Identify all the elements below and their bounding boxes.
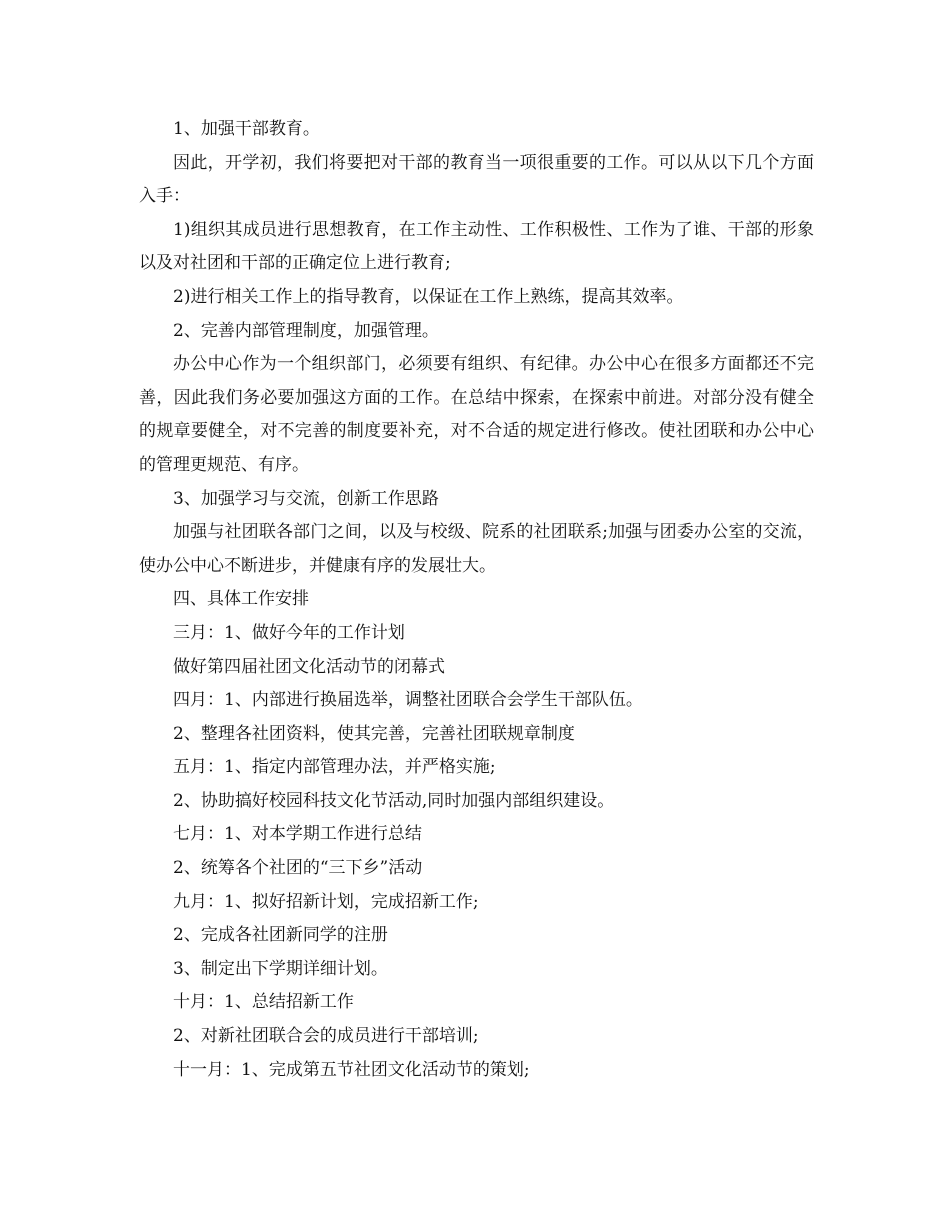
- paragraph-office-center: 办公中心作为一个组织部门，必须要有组织、有纪律。办公中心在很多方面都还不完善，因此我们务必要加强这方面的工作。在总结中探索，在探索中前进。对部分没有健全的规章要健全，对不完善的制度要补充，对不合适的规定进行修改。使社团联和办公中心的管理更规范、有序。: [139, 354, 814, 475]
- heading-work-schedule: 四、具体工作安排: [173, 589, 309, 610]
- schedule-may-2: 2、协助搞好校园科技文化节活动,同时加强内部组织建设。: [173, 790, 615, 811]
- schedule-july-1: 七月：1、对本学期工作进行总结: [173, 824, 422, 845]
- heading-strengthen-cadre-education: 1、加强干部教育。: [173, 119, 320, 139]
- schedule-may-1: 五月：1、指定内部管理办法，并严格实施;: [173, 757, 496, 778]
- paragraph-start-of-term: 因此，开学初，我们将要把对干部的教育当一项很重要的工作。可以从以下几个方面入手：: [139, 152, 814, 207]
- schedule-november-1: 十一月：1、完成第五节社团文化活动节的策划;: [173, 1059, 530, 1080]
- schedule-march-1: 三月：1、做好今年的工作计划: [173, 622, 405, 643]
- schedule-september-2: 2、完成各社团新同学的注册: [173, 925, 388, 946]
- paragraph-department-communication: 加强与社团联各部门之间，以及与校级、院系的社团联系;加强与团委办公室的交流，使办公中心不断进步，并健康有序的发展壮大。: [139, 522, 814, 576]
- schedule-july-2: 2、统筹各个社团的“三下乡”活动: [173, 858, 423, 879]
- schedule-april-1: 四月：1、内部进行换届选举，调整社团联合会学生干部队伍。: [173, 690, 643, 711]
- heading-internal-management: 2、完善内部管理制度，加强管理。: [173, 320, 439, 341]
- schedule-march-2: 做好第四届社团文化活动节的闭幕式: [173, 656, 445, 677]
- document-body: [139, 113, 814, 1087]
- heading-learning-exchange: 3、加强学习与交流，创新工作思路: [173, 488, 439, 509]
- schedule-october-1: 十月：1、总结招新工作: [173, 992, 354, 1013]
- schedule-october-2: 2、对新社团联合会的成员进行干部培训;: [173, 1026, 479, 1047]
- list-item-work-guidance: 2)进行相关工作上的指导教育，以保证在工作上熟练，提高其效率。: [173, 286, 684, 307]
- schedule-april-2: 2、整理各社团资料，使其完善，完善社团联规章制度: [173, 723, 575, 744]
- schedule-september-3: 3、制定出下学期详细计划。: [173, 958, 388, 979]
- list-item-ideological-education: 1)组织其成员进行思想教育，在工作主动性、工作积极性、工作为了谁、干部的形象以及对社团和干部的正确定位上进行教育;: [139, 219, 814, 274]
- schedule-september-1: 九月：1、拟好招新计划，完成招新工作;: [173, 891, 479, 912]
